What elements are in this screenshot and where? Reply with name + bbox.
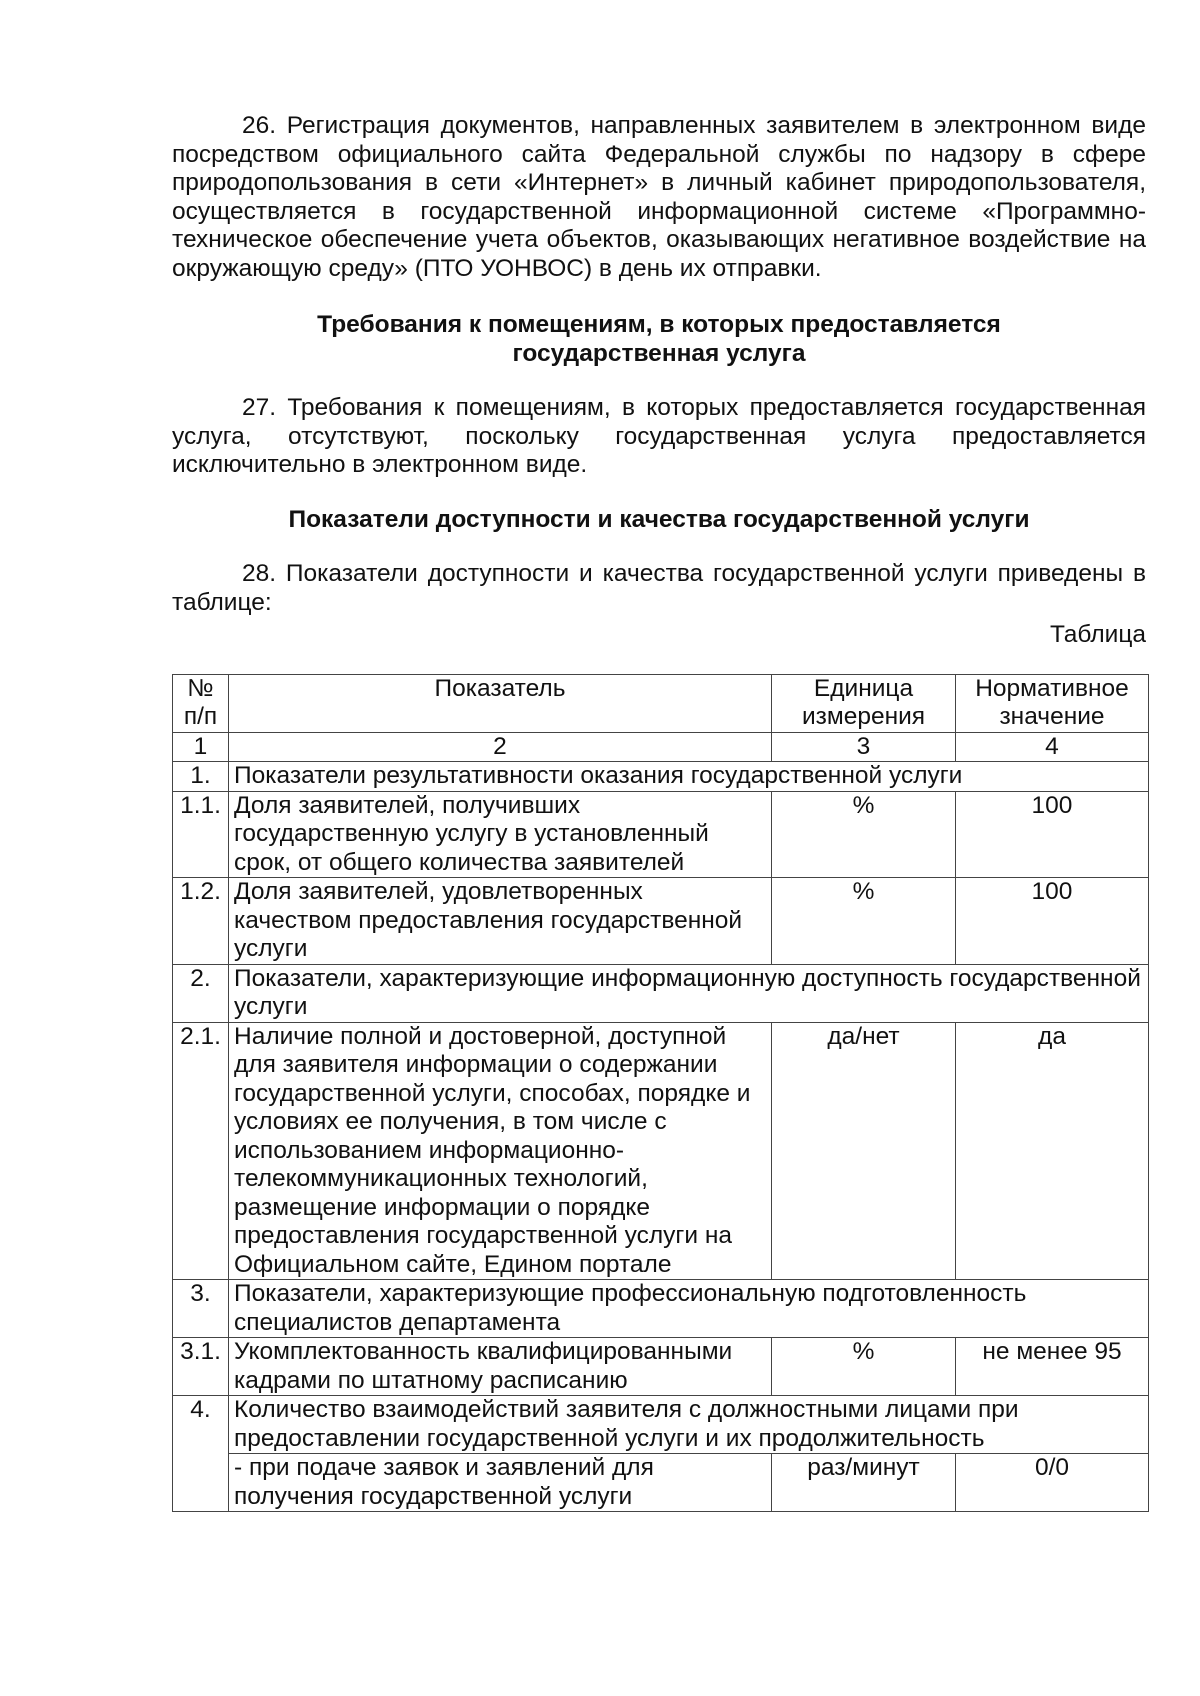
paragraph-27: 27. Требования к помещениям, в которых предоставляется государственная услуга, отсутствуют, поскольку государственная услуга предоставляется исключительно в электронном виде. [172, 394, 1146, 478]
table-caption: Таблица [1049, 621, 1146, 648]
header-cell-indicator: Показатель [229, 674, 772, 732]
row-group-title: Показатели, характеризующие информационную доступность государственной услуги [229, 964, 1149, 1022]
row-unit: % [772, 791, 956, 878]
row-unit: да/нет [772, 1022, 956, 1280]
table-row [173, 1396, 1149, 1454]
table-column-number-row [173, 732, 1149, 762]
row-value: да [956, 1022, 1149, 1280]
row-unit: % [772, 878, 956, 965]
row-group-title: Показатели, характеризующие профессиональную подготовленность специалистов департамента [229, 1280, 1149, 1338]
row-value: 0/0 [956, 1454, 1149, 1512]
row-indicator: Доля заявителей, получивших государственную услугу в установленный срок, от общего количества заявителей [229, 791, 772, 878]
row-value: 100 [956, 791, 1149, 878]
table-row [173, 791, 1149, 878]
table-row [173, 878, 1149, 965]
column-number-cell: 2 [229, 732, 772, 762]
header-cell-num: № п/п [173, 674, 229, 732]
row-unit: раз/минут [772, 1454, 956, 1512]
row-number: 2. [173, 964, 229, 1022]
table-row [173, 1022, 1149, 1280]
table-row [173, 1280, 1149, 1338]
indicators-table [172, 674, 1149, 1513]
table-row [173, 1338, 1149, 1396]
row-number: 3.1. [173, 1338, 229, 1396]
table-row [173, 964, 1149, 1022]
table-row [173, 762, 1149, 792]
paragraph-26: 26. Регистрация документов, направленных заявителем в электронном виде посредством официального сайта Федеральной службы по надзору в сфере природопользования в сети «Интернет» в личный кабинет природопользователя, осуществляется в государственной информационной системе «Программно-техническое обеспечение учета объектов, оказывающих негативное воздействие на окружающую среду» (ПТО УОНВОС) в день их отправки. [172, 112, 1146, 282]
row-indicator: Доля заявителей, удовлетворенных качеством предоставления государственной услуги [229, 878, 772, 965]
column-number-cell: 1 [173, 732, 229, 762]
row-number: 1.2. [173, 878, 229, 965]
table-row [173, 1454, 1149, 1512]
column-number-cell: 4 [956, 732, 1149, 762]
row-group-title: Количество взаимодействий заявителя с должностными лицами при предоставлении государственной услуги и их продолжительность [229, 1396, 1149, 1454]
document-page [172, 112, 1146, 1512]
row-value: не менее 95 [956, 1338, 1149, 1396]
heading-premises-line2: государственная услуга [512, 339, 806, 367]
column-number-cell: 3 [772, 732, 956, 762]
row-number: 1. [173, 762, 229, 792]
row-number: 1.1. [173, 791, 229, 878]
header-cell-norm: Нормативное значение [956, 674, 1149, 732]
heading-indicators: Показатели доступности и качества государственной услуги [288, 505, 1030, 533]
row-group-title: Показатели результативности оказания государственной услуги [229, 762, 1149, 792]
row-indicator: Укомплектованность квалифицированными кадрами по штатному расписанию [229, 1338, 772, 1396]
header-cell-unit: Единица измерения [772, 674, 956, 732]
paragraph-28: 28. Показатели доступности и качества государственной услуги приведены в таблице: [172, 560, 1146, 616]
row-number: 3. [173, 1280, 229, 1338]
heading-premises-line1: Требования к помещениям, в которых предоставляется [317, 311, 1001, 338]
row-value: 100 [956, 878, 1149, 965]
table-header-row [173, 674, 1149, 732]
row-number: 2.1. [173, 1022, 229, 1280]
row-indicator: - при подаче заявок и заявлений для получения государственной услуги [229, 1454, 772, 1512]
row-number: 4. [173, 1396, 229, 1512]
row-unit: % [772, 1338, 956, 1396]
row-indicator: Наличие полной и достоверной, доступной для заявителя информации о содержании государственной услуги, способах, порядке и условиях ее получения, в том числе с использованием информационно-телекоммуникационных технологий, размещение информации о порядке предоставления государственной услуги на Официальном сайте, Едином портале [229, 1022, 772, 1280]
